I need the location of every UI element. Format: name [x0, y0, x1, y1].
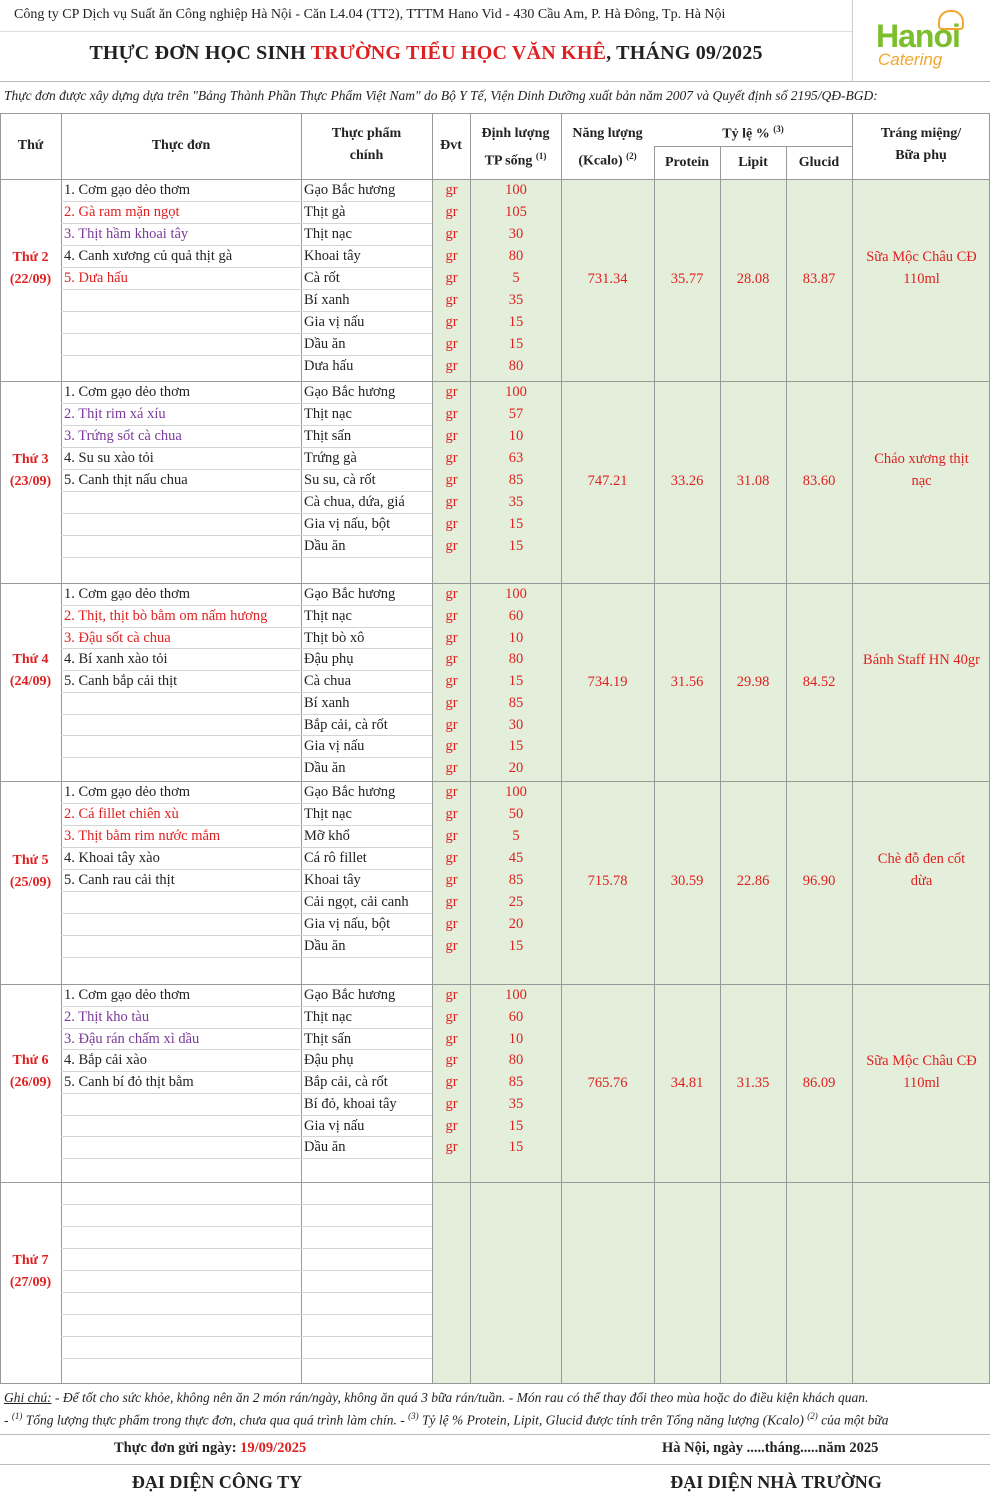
nutrition-energy: 747.21 [587, 473, 628, 489]
header-vertical-divider [852, 0, 853, 82]
ingredient-unit: gr [445, 450, 458, 466]
ingredient-qty: 85 [508, 1074, 524, 1091]
day-label [0, 649, 61, 693]
nutrition-glucid: 83.60 [802, 473, 836, 489]
ingredient-qty: 60 [508, 607, 524, 624]
dessert-snack [853, 848, 990, 892]
row-divider [61, 1158, 432, 1159]
nutrition-lipit: 31.35 [736, 1075, 770, 1092]
page-header [0, 0, 990, 82]
day-name: Thứ 2 [12, 250, 49, 265]
dish-item: 1. Cơm gạo dẻo thơm [64, 784, 191, 800]
dessert-snack [853, 246, 990, 290]
day-date: (23/09) [9, 474, 52, 489]
dish-item: 5. Canh bắp cải thịt [64, 673, 178, 690]
row-divider [61, 1136, 432, 1137]
day-label [0, 449, 61, 493]
dish-item: 3. Trứng sốt cà chua [64, 428, 182, 444]
dish-item: 3. Thịt hầm khoai tây [64, 226, 189, 242]
sent-date-value: 19/09/2025 [240, 1440, 307, 1456]
ingredient-unit: gr [445, 673, 458, 690]
ingredient-unit: gr [445, 516, 458, 532]
day-date: (24/09) [9, 674, 52, 689]
dessert-snack [853, 448, 990, 492]
nutrition-protein: 33.26 [670, 473, 704, 489]
header-nang-luong [561, 123, 654, 173]
footnote-sup-2: (2) [807, 1411, 818, 1421]
ingredient-unit: gr [445, 806, 458, 822]
header-ty-le [654, 118, 852, 146]
ingredient-name: Gia vị nấu, bột [304, 916, 391, 932]
dish-item: 4. Su su xào tỏi [64, 450, 154, 466]
company-line: Công ty CP Dịch vụ Suất ăn Công nghiệp Hà Nội - Căn L4.04 (TT2), TTTM Hano Vid - 430 Cầu Am, P. Hà Đông, Tp. Hà Nội [14, 7, 726, 22]
footer-divider [0, 1434, 990, 1435]
ingredient-unit: gr [445, 472, 458, 488]
nutrition-protein: 30.59 [670, 873, 704, 889]
ingredient-qty: 15 [508, 314, 524, 330]
ingredient-qty: 85 [508, 872, 524, 888]
header-ty-le-label: Tỷ lệ % [722, 126, 770, 142]
ingredient-name: Dầu ăn [304, 760, 346, 777]
ingredient-unit: gr [445, 494, 458, 510]
dessert-line: nạc [911, 473, 932, 489]
footnote-line-1-text: - Để tốt cho sức khỏe, không nên ăn 2 món rán/ngày, không ăn quá 3 bữa rán/tuần. - Món rau có thể thay đổi theo mùa hoặc do điều kiện khách quan. [51, 1390, 869, 1405]
header-dinh-luong-line2: TP sống [484, 153, 533, 169]
logo-word-catering: Catering [878, 50, 943, 69]
row-divider [61, 535, 432, 536]
nutrition-energy: 715.78 [587, 873, 628, 889]
ingredient-unit: gr [445, 716, 458, 733]
ingredient-unit: gr [445, 938, 458, 954]
ingredient-name: Bắp cải, cà rốt [304, 1074, 388, 1091]
day-date: (26/09) [9, 1075, 52, 1090]
ingredient-qty: 25 [508, 894, 524, 910]
ingredient-name: Khoai tây [304, 248, 361, 264]
day-name: Thứ 7 [12, 1252, 49, 1268]
ingredient-name: Dầu ăn [304, 336, 346, 352]
ingredient-unit: gr [445, 1139, 458, 1156]
row-line [0, 113, 990, 114]
ingredient-name: Thịt nạc [304, 1008, 352, 1025]
ingredient-qty: 10 [508, 629, 524, 646]
row-divider [61, 1292, 432, 1293]
ingredient-unit: gr [445, 1008, 458, 1025]
dessert-line: Sữa Mộc Châu CĐ [866, 249, 977, 265]
title-prefix: THỰC ĐƠN HỌC SINH [89, 42, 311, 64]
dish-item: 1. Cơm gạo dẻo thơm [64, 182, 191, 198]
header-nang-luong-sup: (2) [626, 151, 637, 161]
header-lipit: Lipit [738, 155, 768, 170]
ingredient-name: Gạo Bắc hương [304, 987, 396, 1003]
ingredient-unit: gr [445, 586, 458, 602]
ingredient-qty: 20 [508, 916, 524, 932]
ingredient-qty: 15 [508, 738, 524, 755]
ingredient-unit: gr [445, 384, 458, 400]
ingredient-unit: gr [445, 358, 458, 374]
ingredient-qty: 15 [508, 938, 524, 954]
ingredient-qty: 15 [508, 516, 524, 532]
ingredient-unit: gr [445, 1095, 458, 1112]
nutrition-lipit: 29.98 [736, 674, 770, 691]
row-divider [61, 757, 432, 758]
ingredient-name: Gia vị nấu [304, 738, 365, 755]
footnote-line-2-d: của một bữa [817, 1412, 889, 1428]
ingredient-qty: 80 [508, 248, 524, 264]
ingredient-unit: gr [445, 182, 458, 198]
dish-item: 4. Khoai tây xào [64, 850, 160, 866]
ingredient-name: Gia vị nấu [304, 314, 365, 330]
ingredient-qty: 10 [508, 1030, 524, 1047]
day-block-line [0, 1383, 990, 1384]
ingredient-unit: gr [445, 784, 458, 800]
day-name: Thứ 6 [12, 1053, 49, 1068]
ingredient-unit: gr [445, 270, 458, 286]
footnote-sup-1: (1) [11, 1411, 23, 1421]
row-divider [61, 1358, 432, 1359]
ingredient-unit: gr [445, 760, 458, 777]
header-trang-mieng [852, 123, 990, 167]
day-label [0, 1050, 61, 1094]
ingredient-name: Thịt bò xô [304, 629, 365, 646]
page-title [0, 42, 852, 65]
ingredient-qty: 80 [508, 358, 524, 374]
ingredient-qty: 15 [508, 1139, 524, 1156]
ingredient-qty: 60 [508, 1008, 524, 1025]
ingredient-name: Mỡ khổ [304, 828, 350, 844]
ingredient-qty: 10 [508, 428, 524, 444]
ingredient-name: Gia vị nấu, bột [304, 516, 391, 532]
nutrition-lipit: 28.08 [736, 271, 770, 287]
sent-date-line [114, 1440, 306, 1457]
ingredient-qty: 100 [505, 784, 527, 800]
col-line [786, 146, 787, 1383]
row-divider [61, 333, 432, 334]
nutrition-protein: 34.81 [670, 1075, 704, 1092]
row-divider [61, 355, 432, 356]
sent-date-label: Thực đơn gửi ngày: [114, 1440, 241, 1456]
day-label [0, 1250, 61, 1294]
row-divider [61, 557, 432, 558]
day-label [0, 247, 61, 291]
ingredient-name: Thịt sấn [304, 428, 352, 444]
day-block-line [0, 1182, 990, 1183]
ingredient-name: Thịt nạc [304, 607, 352, 624]
row-divider [61, 957, 432, 958]
logo-word-hanoi: Hanoi [876, 18, 960, 54]
ingredient-qty: 100 [505, 586, 527, 602]
ingredient-unit: gr [445, 538, 458, 554]
ingredient-name: Dưa hấu [304, 358, 354, 374]
ingredient-name: Dầu ăn [304, 1139, 346, 1156]
dish-item: 5. Canh rau cải thịt [64, 872, 175, 888]
dish-item: 5. Dưa hấu [64, 270, 128, 286]
col-line [561, 113, 562, 1383]
header-nang-luong-line1: Năng lượng [572, 126, 643, 141]
row-divider [61, 311, 432, 312]
dish-item: 3. Đậu rán chấm xì dầu [64, 1030, 200, 1047]
dessert-line: 110ml [903, 1075, 940, 1092]
place-date-line: Hà Nội, ngày .....tháng.....năm 2025 [662, 1440, 879, 1456]
dessert-line: Sữa Mộc Châu CĐ [866, 1053, 977, 1070]
ingredient-name: Thịt nạc [304, 406, 352, 422]
footnote-line-2-b: Tổng lượng thực phẩm trong thực đơn, chưa qua quá trình làm chín. - [22, 1412, 409, 1428]
ingredient-unit: gr [445, 314, 458, 330]
ingredient-name: Khoai tây [304, 872, 361, 888]
footer-divider [0, 1464, 990, 1465]
ingredient-qty: 80 [508, 1052, 524, 1069]
ingredient-unit: gr [445, 828, 458, 844]
tyle-underline [654, 146, 852, 147]
hanoi-catering-logo [868, 8, 986, 74]
menu-table [0, 113, 990, 1383]
ingredient-qty: 20 [508, 760, 524, 777]
ingredient-name: Gạo Bắc hương [304, 586, 396, 602]
dish-item: 1. Cơm gạo dẻo thơm [64, 987, 191, 1003]
nutrition-glucid: 84.52 [802, 674, 836, 691]
nutrition-protein: 35.77 [670, 271, 704, 287]
col-line [61, 113, 62, 1383]
ingredient-name: Gạo Bắc hương [304, 784, 396, 800]
row-divider [61, 1226, 432, 1227]
ingredient-unit: gr [445, 987, 458, 1003]
dish-item: 1. Cơm gạo dẻo thơm [64, 384, 191, 400]
dish-item: 5. Canh bí đỏ thịt bằm [64, 1074, 194, 1091]
ingredient-name: Cá rô fillet [304, 850, 367, 866]
nutrition-glucid: 86.09 [802, 1075, 836, 1092]
ingredient-name: Thịt nạc [304, 806, 352, 822]
dish-item: 3. Đậu sốt cà chua [64, 629, 171, 646]
col-line [301, 113, 302, 1383]
header-nang-luong-line2: (Kcalo) [578, 153, 623, 169]
menu-source-note: Thực đơn được xây dựng dựa trên "Bảng Thành Phần Thực Phẩm Việt Nam" do Bộ Y Tế, Viện Dinh Dưỡng xuất bản năm 2007 và Quyết định số 2195/QĐ-BGD: [4, 88, 878, 103]
day-date: (22/09) [9, 272, 52, 287]
ingredient-qty: 15 [508, 538, 524, 554]
ingredient-unit: gr [445, 738, 458, 755]
dish-item: 3. Thịt bằm rim nước mắm [64, 828, 221, 844]
ingredient-name: Bí đỏ, khoai tây [304, 1095, 397, 1112]
ingredient-unit: gr [445, 292, 458, 308]
header-thuc-pham [301, 123, 432, 167]
ingredient-name: Thịt sấn [304, 1030, 352, 1047]
dish-item: 2. Thịt rim xá xíu [64, 406, 166, 422]
ingredient-unit: gr [445, 894, 458, 910]
ingredient-name: Cải ngọt, cải canh [304, 894, 409, 910]
ingredient-qty: 100 [505, 182, 527, 198]
ingredient-qty: 85 [508, 694, 524, 711]
footnote-sup-3: (3) [408, 1411, 419, 1421]
ingredient-qty: 5 [512, 270, 520, 286]
footnote-line-2 [4, 1411, 888, 1429]
ingredient-qty: 35 [508, 1095, 524, 1112]
ingredient-name: Gạo Bắc hương [304, 384, 396, 400]
ingredient-unit: gr [445, 204, 458, 220]
dish-item: 4. Canh xương củ quả thịt gà [64, 248, 233, 264]
header-dinh-luong-sup: (1) [535, 151, 547, 161]
day-date: (25/09) [9, 874, 52, 890]
ingredient-qty: 63 [508, 450, 524, 466]
ingredient-name: Trứng gà [304, 450, 357, 466]
header-trang-mieng-line2: Bữa phụ [895, 148, 947, 163]
ingredient-qty: 35 [508, 494, 524, 510]
ingredient-name: Su su, cà rốt [304, 472, 376, 488]
day-name: Thứ 5 [12, 852, 49, 868]
ingredient-name: Bắp cải, cà rốt [304, 716, 388, 733]
ingredient-qty: 100 [505, 384, 527, 400]
ingredient-qty: 15 [508, 1117, 524, 1134]
row-divider [61, 1204, 432, 1205]
dish-item: 2. Thịt kho tàu [64, 1008, 150, 1025]
nutrition-glucid: 96.90 [802, 873, 836, 889]
ingredient-unit: gr [445, 1074, 458, 1091]
dessert-line: Bánh Staff HN 40gr [863, 652, 980, 669]
ingredient-name: Gạo Bắc hương [304, 182, 396, 198]
dessert-line: Cháo xương thịt [874, 451, 969, 467]
sign-company: ĐẠI DIỆN CÔNG TY [131, 1472, 303, 1492]
footnote-label: Ghi chú: [4, 1390, 52, 1405]
title-school: TRƯỜNG TIỂU HỌC VĂN KHÊ [310, 42, 607, 64]
header-glucid: Glucid [798, 155, 840, 170]
ingredient-name: Cà chua [304, 673, 352, 690]
nutrition-protein: 31.56 [670, 674, 704, 691]
dessert-snack [853, 1050, 990, 1094]
header-thuc-pham-line1: Thực phẩm [331, 126, 402, 141]
ingredient-qty: 80 [508, 651, 524, 668]
header-dinh-luong [470, 123, 561, 173]
footnote-line-2-a: - [4, 1412, 12, 1428]
col-line [720, 146, 721, 1383]
ingredient-name: Dầu ăn [304, 538, 346, 554]
ingredient-qty: 45 [508, 850, 524, 866]
dish-item: 2. Cá fillet chiên xù [64, 806, 179, 822]
dessert-snack [853, 649, 990, 671]
ingredient-qty: 30 [508, 716, 524, 733]
ingredient-qty: 100 [505, 987, 527, 1003]
ingredient-qty: 5 [512, 828, 520, 844]
ingredient-qty: 50 [508, 806, 524, 822]
ingredient-name: Gia vị nấu [304, 1117, 365, 1134]
nutrition-lipit: 31.08 [736, 473, 770, 489]
ingredient-qty: 85 [508, 472, 524, 488]
header-thu: Thứ [17, 138, 44, 153]
row-divider [61, 289, 432, 290]
ingredient-unit: gr [445, 850, 458, 866]
header-trang-mieng-line1: Tráng miệng/ [880, 126, 962, 141]
row-divider [61, 1270, 432, 1271]
ingredient-qty: 105 [505, 204, 527, 220]
footnote-line-2-c: Tỷ lệ % Protein, Lipit, Glucid được tính trên Tổng năng lượng (Kcalo) [418, 1412, 808, 1428]
dish-item: 4. Bắp cải xào [64, 1052, 147, 1069]
col-line [0, 113, 1, 1383]
ingredient-qty: 30 [508, 226, 524, 242]
nutrition-lipit: 22.86 [736, 873, 770, 889]
header-thuc-don: Thực đơn [151, 138, 211, 153]
ingredient-unit: gr [445, 1052, 458, 1069]
day-label [0, 850, 61, 894]
dessert-line: Chè đỗ đen cốt [877, 851, 966, 867]
nutrition-energy: 731.34 [587, 271, 628, 287]
ingredient-name: Thịt gà [304, 204, 346, 220]
dessert-line: 110ml [903, 271, 940, 287]
ingredient-unit: gr [445, 336, 458, 352]
header-ty-le-sup: (3) [773, 124, 784, 134]
dish-item: 2. Gà ram mặn ngọt [64, 204, 180, 220]
ingredient-unit: gr [445, 1030, 458, 1047]
ingredient-unit: gr [445, 607, 458, 624]
ingredient-name: Thịt nạc [304, 226, 352, 242]
ingredient-name: Bí xanh [304, 694, 350, 711]
row-divider [61, 1314, 432, 1315]
ingredient-name: Cà chua, dứa, giá [304, 494, 405, 510]
header-protein: Protein [664, 155, 710, 170]
ingredient-unit: gr [445, 629, 458, 646]
ingredient-qty: 15 [508, 673, 524, 690]
dessert-line: dừa [910, 873, 933, 889]
dish-item: 2. Thịt, thịt bò bằm om nấm hương [64, 607, 268, 624]
footnote-line-1 [4, 1390, 868, 1406]
header-thuc-pham-line2: chính [349, 148, 384, 163]
ingredient-name: Đậu phụ [304, 651, 354, 668]
header-dinh-luong-line1: Định lượng [481, 126, 550, 141]
header-dvt: Đvt [440, 138, 462, 153]
ingredient-unit: gr [445, 1117, 458, 1134]
col-line [852, 113, 853, 1383]
ingredient-unit: gr [445, 428, 458, 444]
dish-item: 4. Bí xanh xào tỏi [64, 651, 168, 668]
ingredient-unit: gr [445, 872, 458, 888]
ingredient-unit: gr [445, 226, 458, 242]
sign-school: ĐẠI DIỆN NHÀ TRƯỜNG [670, 1472, 882, 1492]
ingredient-unit: gr [445, 406, 458, 422]
ingredient-name: Bí xanh [304, 292, 350, 308]
ingredient-qty: 15 [508, 336, 524, 352]
ingredient-qty: 35 [508, 292, 524, 308]
ingredient-name: Cà rốt [304, 270, 340, 286]
row-divider [61, 1336, 432, 1337]
nutrition-energy: 765.76 [587, 1075, 628, 1092]
ingredient-name: Đậu phụ [304, 1052, 354, 1069]
day-date: (27/09) [9, 1274, 52, 1290]
ingredient-unit: gr [445, 694, 458, 711]
header-divider [0, 31, 852, 32]
nutrition-glucid: 83.87 [802, 271, 836, 287]
nutrition-energy: 734.19 [587, 674, 628, 691]
ingredient-unit: gr [445, 651, 458, 668]
day-name: Thứ 3 [12, 452, 49, 467]
ingredient-unit: gr [445, 916, 458, 932]
ingredient-qty: 57 [508, 406, 524, 422]
dish-item: 5. Canh thịt nấu chua [64, 472, 188, 488]
row-divider [61, 935, 432, 936]
day-name: Thứ 4 [12, 652, 49, 667]
ingredient-unit: gr [445, 248, 458, 264]
dish-item: 1. Cơm gạo dẻo thơm [64, 586, 191, 602]
ingredient-name: Dầu ăn [304, 938, 346, 954]
title-suffix: , THÁNG 09/2025 [606, 42, 763, 64]
row-divider [61, 1248, 432, 1249]
col-line [654, 146, 655, 1383]
